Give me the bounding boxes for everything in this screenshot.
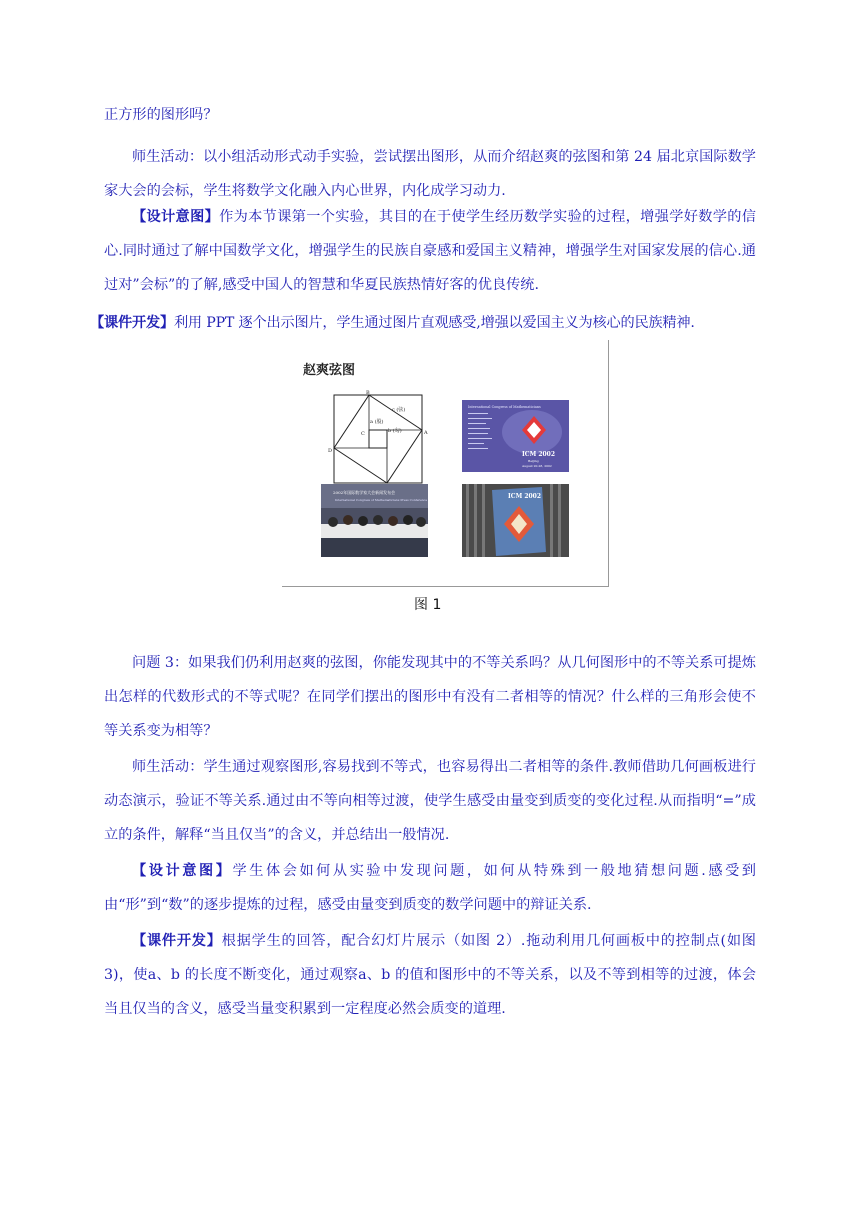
paragraph-4: 问题 3：如果我们仍利用赵爽的弦图，你能发现其中的不等关系吗？从几何图形中的不等关系可提炼出怎样的代数形式的不等式呢？在同学们摆出的图形中有没有二者相等的情况？什么样的三角形会使不等关系变为相等？ — [104, 655, 756, 739]
paragraph-3-text: 利用 PPT 逐个出示图片，学生通过图片直观感受,增强以爱国主义为核心的民族精神. — [173, 315, 695, 331]
label-D: D — [328, 448, 333, 454]
paragraph-0: 正方形的图形吗？ — [104, 107, 218, 123]
label-c-hypotenuse: c (弦) — [392, 407, 406, 413]
icm-book-title: ICM 2002 — [508, 493, 542, 500]
icm2002-book-photo — [462, 484, 569, 557]
icm2002-date-text: August 20-28, 2002 — [522, 464, 552, 468]
tag-design-intent-2: 【设计意图】 — [132, 863, 233, 879]
tag-courseware-2: 【课件开发】 — [132, 933, 222, 949]
paragraph-5: 师生活动：学生通过观察图形,容易找到不等式，也容易得出二者相等的条件.教师借助几何画板进行动态演示，验证不等关系.通过由不等向相等过渡，使学生感受由量变到质变的变化过程.从而指明“=”成立的条件，解释“当且仅当”的含义，并总结出一般情况. — [104, 759, 756, 843]
label-a-leg: a (股) — [370, 419, 384, 425]
icm2002-sub-text: Beijing — [528, 459, 539, 463]
tag-courseware: 【课件开发】 — [90, 315, 174, 331]
figure-title: 赵爽弦图 — [303, 363, 356, 378]
paragraph-6 — [104, 854, 756, 922]
paragraph-1: 师生活动：以小组活动形式动手实验，尝试摆出图形，从而介绍赵爽的弦图和第 24 届北京国际数学家大会的会标，学生将数学文化融入内心世界，内化成学习动力. — [104, 149, 756, 199]
press-banner-text: 2002年国际数学家大会新闻发布会 — [333, 490, 396, 495]
paragraph-7 — [104, 924, 756, 1026]
paragraph-6-text: 学生体会如何从实验中发现问题，如何从特殊到一般地猜想问题.感受到由“形”到“数”的逐步提炼的过程，感受由量变到质变的数学问题中的辩证关系. — [104, 863, 756, 913]
tag-design-intent: 【设计意图】 — [132, 209, 220, 225]
label-B: B — [366, 390, 370, 396]
paragraph-2 — [104, 200, 756, 302]
press-banner-en: International Congress of Mathematicians Press Conference — [335, 498, 428, 502]
press-conference-photo — [321, 484, 428, 557]
label-C: C — [361, 431, 365, 437]
paragraph-3 — [90, 306, 770, 340]
paragraph-2-text: 作为本节课第一个实验，其目的在于使学生经历数学实验的过程，增强学好数学的信心.同时通过了解中国数学文化，增强学生的民族自豪感和爱国主义精神，增强学生对国家发展的信心.通过对”会标”的了解,感受中国人的智慧和华夏民族热情好客的优良传统. — [104, 209, 756, 293]
paragraph-7-text: 根据学生的回答，配合幻灯片展示（如图 2）.拖动利用几何画板中的控制点(如图 3)，使a、b 的长度不断变化，通过观察a、b 的值和图形中的不等关系，以及不等到相等的过渡，体会当且仅当的含义，感受当量变积累到一定程度必然会质变的道理. — [104, 933, 756, 1017]
icm2002-poster-title: International Congress of Mathematicians — [468, 405, 541, 409]
figure-caption: 图 1 — [414, 597, 442, 613]
icm2002-poster-image — [462, 400, 569, 472]
label-A: A — [424, 430, 428, 436]
icm2002-logo-text: ICM 2002 — [522, 451, 556, 458]
label-b-leg: b (勾) — [388, 428, 402, 434]
zhao-shuang-diagram — [320, 387, 432, 485]
